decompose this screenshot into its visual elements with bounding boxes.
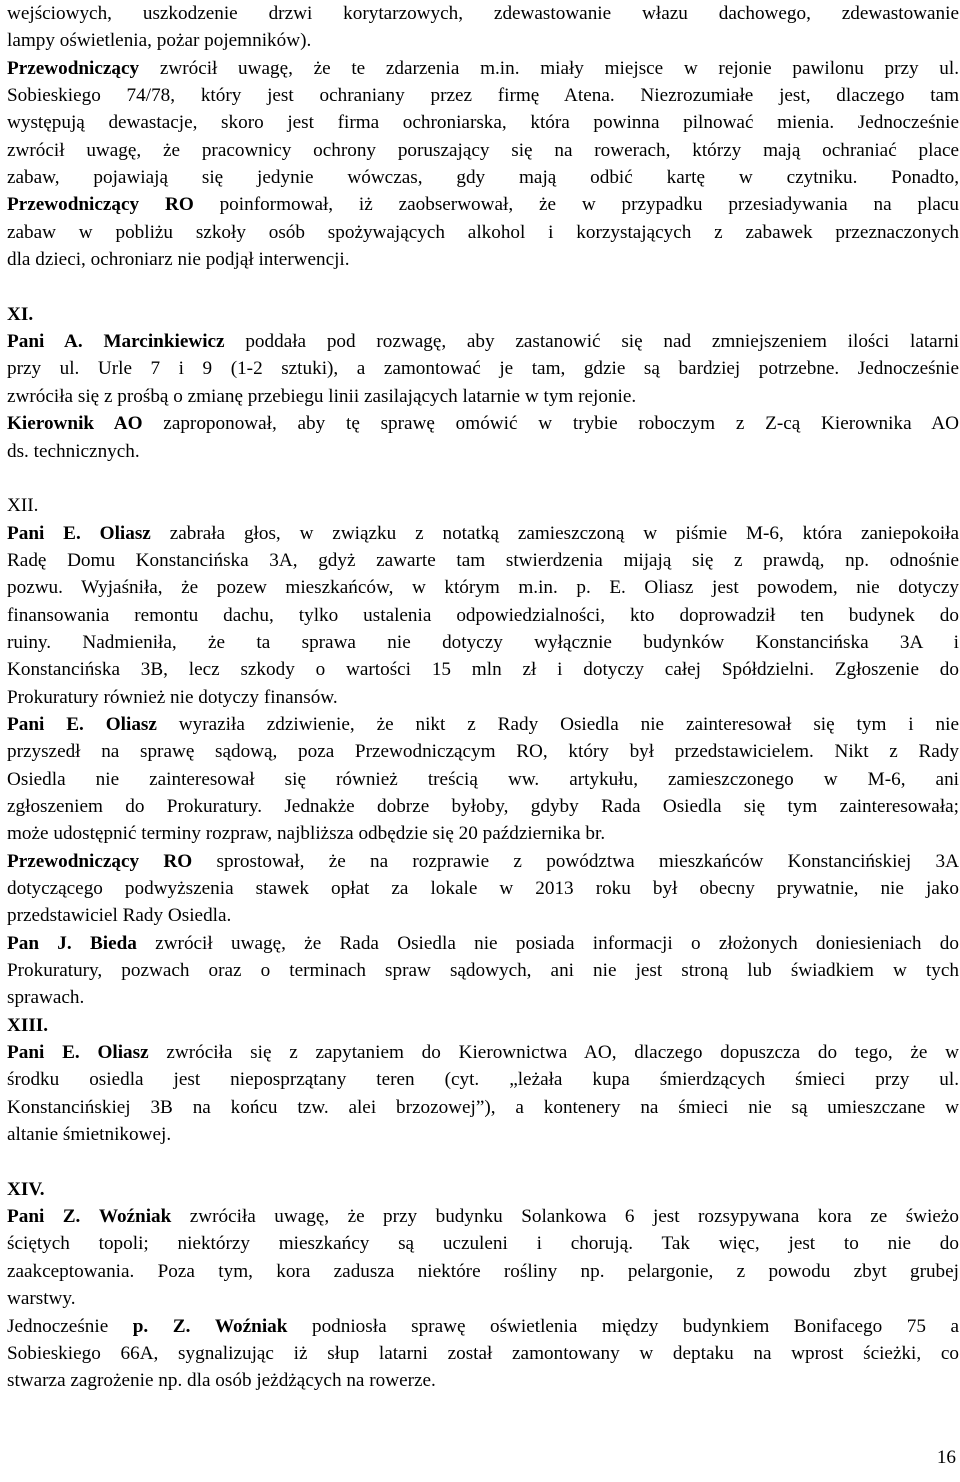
- text-line: [7, 1203, 959, 1230]
- text-line: [7, 1313, 959, 1340]
- text-line: [7, 1121, 959, 1148]
- bold-text: Pani Z.: [7, 1206, 81, 1228]
- text-span: [84, 714, 106, 735]
- text-line: [7, 574, 959, 601]
- bold-text: XI.: [7, 303, 34, 325]
- text-line: [7, 520, 959, 547]
- blank-line: [7, 273, 959, 300]
- text-line: [7, 246, 959, 273]
- text-line: [7, 1039, 959, 1066]
- text-span: poinformował, iż zaobserwował, że w przypadku przesiadywania na placu: [193, 194, 959, 216]
- text-line: [7, 328, 959, 355]
- text-span: Konstancińska 3B, lecz szkody o wartości 15 mln zł i dotyczy całej Spółdzielni. Zgłoszenie do: [7, 659, 959, 681]
- section-heading: [7, 301, 959, 328]
- text-line: [7, 656, 959, 683]
- text-span: Radę Domu Konstancińska 3A, gdyż zawarte tam stwierdzenia mijają się z prawdą, np. odnośnie: [7, 549, 959, 571]
- text-span: Konstancińskiej 3B na końcu tzw. alei brzozowej”), a kontenery na śmieci nie są umieszczane w: [7, 1096, 959, 1118]
- bold-text: Przewodniczący RO: [7, 850, 193, 872]
- text-span: przedstawiciel Rady Osiedla.: [7, 905, 232, 927]
- text-span: zabaw w pobliżu szkoły osób spożywających alkohol i korzystających z zabawek przeznaczonych: [7, 221, 959, 243]
- text-span: występują dewastacje, skoro jest firma ochroniarska, która powinna pilnować mienia. Jednocześnie: [7, 112, 959, 134]
- text-line: [7, 1094, 959, 1121]
- text-line: [7, 848, 959, 875]
- text-line: [7, 1258, 959, 1285]
- text-line: [7, 438, 959, 465]
- text-line: [7, 55, 959, 82]
- text-line: [7, 820, 959, 847]
- text-span: XII.: [7, 495, 39, 517]
- text-span: zwrócił uwagę, że te zdarzenia m.in. miały miejsce w rejonie pawilonu przy ul.: [139, 57, 959, 79]
- text-span: zaakceptowania. Poza tym, kora zadusza niektóre rośliny np. pelargonie, z powodu zbyt grubej: [7, 1260, 959, 1282]
- bold-text: Kierownik AO: [7, 413, 143, 435]
- text-span: sprostował, że na rozprawie z powództwa mieszkańców Konstancińskiej 3A: [192, 850, 959, 872]
- bold-text: p. Z.: [132, 1315, 191, 1337]
- document-page: [7, 0, 959, 1395]
- text-line: [7, 1367, 959, 1394]
- text-span: przy ul. Urle 7 i 9 (1-2 sztuki), a zamontować je tam, gdzie są bardziej potrzebne. Jednocześnie: [7, 358, 959, 380]
- text-line: [7, 410, 959, 437]
- text-line: [7, 1066, 959, 1093]
- bold-text: Pani E.: [7, 1042, 80, 1064]
- text-line: [7, 629, 959, 656]
- text-span: Sobieskiego 66A, sygnalizując iż słup latarni został zamontowany w deptaku na wprost ścieżki, co: [7, 1342, 959, 1364]
- bold-text: Woźniak: [214, 1315, 288, 1337]
- text-line: [7, 875, 959, 902]
- bold-text: Bieda: [89, 932, 137, 954]
- text-line: [7, 684, 959, 711]
- text-span: sprawach.: [7, 987, 85, 1009]
- text-span: wyraziła zdziwienie, że nikt z Rady Osiedla nie zainteresował się tym i nie: [156, 713, 959, 735]
- text-line: [7, 766, 959, 793]
- text-span: [80, 1206, 98, 1227]
- text-span: ściętych topoli; niektórzy mieszkańcy są uczuleni i chorują. Tak więc, jest to nie do: [7, 1233, 959, 1255]
- text-line: [7, 738, 959, 765]
- page-number: 16: [936, 1447, 956, 1468]
- text-line: [7, 109, 959, 136]
- text-line: [7, 191, 959, 218]
- text-span: finansowania remontu dachu, tylko ustalenia odpowiedzialności, kto doprowadził ten budynek do: [7, 604, 959, 626]
- text-span: [83, 331, 104, 352]
- text-span: zwrócił uwagę, że pracownicy ochrony poruszający się na rowerach, którzy mają ochraniać place: [7, 139, 959, 161]
- text-span: Sobieskiego 74/78, który jest ochraniany przez firmę Atena. Niezrozumiałe jest, dlaczego tam: [7, 85, 959, 107]
- text-span: środku osiedla jest nieposprzątany teren (cyt. „leżała kupa śmierdzących śmieci przy ul.: [7, 1069, 959, 1091]
- bold-text: XIV.: [7, 1178, 45, 1200]
- text-span: może udostępnić terminy rozpraw, najbliższa odbędzie się 20 października br.: [7, 823, 606, 845]
- text-span: [80, 1042, 98, 1063]
- text-span: Osiedla nie zainteresował się również treścią ww. artykułu, zamieszczonego w M-6, ani: [7, 768, 959, 790]
- bold-text: Przewodniczący: [7, 57, 140, 79]
- bold-text: Pan J.: [7, 932, 72, 954]
- bold-text: Oliasz: [97, 1042, 149, 1064]
- text-span: dotyczącego podwyższenia stawek opłat za lokale w 2013 roku był obecny prywatnie, nie jako: [7, 878, 959, 899]
- text-line: [7, 219, 959, 246]
- blank-line: [7, 1148, 959, 1175]
- text-span: stwarza zagrożenie np. dla osób jeżdżących na rowerze.: [7, 1370, 436, 1392]
- text-span: ruiny. Nadmieniła, że ta sprawa nie dotyczy wyłącznie budynków Konstancińska 3A i: [7, 631, 959, 653]
- text-span: poddała pod rozwagę, aby zastanowić się nad zmniejszeniem ilości latarni: [224, 331, 959, 353]
- text-line: [7, 957, 959, 984]
- text-span: warstwy.: [7, 1288, 76, 1310]
- text-span: zabrała głos, w związku z notatką zamieszczoną w piśmie M-6, która zaniepokoiła: [150, 522, 959, 544]
- text-line: [7, 355, 959, 382]
- text-span: Prokuratury również nie dotyczy finansów.: [7, 686, 338, 708]
- text-line: [7, 930, 959, 957]
- text-line: [7, 1230, 959, 1257]
- bold-text: XIII.: [7, 1014, 49, 1036]
- text-line: [7, 164, 959, 191]
- section-heading: [7, 1176, 959, 1203]
- text-span: zaproponował, aby tę sprawę omówić w trybie roboczym z Z-cą Kierownika AO: [142, 413, 959, 435]
- text-line: [7, 547, 959, 574]
- bold-text: Pani E.: [7, 713, 84, 735]
- section-heading: [7, 492, 959, 519]
- text-line: [7, 793, 959, 820]
- text-span: podniosła sprawę oświetlenia między budynkiem Bonifacego 75 a: [287, 1315, 959, 1337]
- text-line: [7, 711, 959, 738]
- text-span: [81, 523, 100, 544]
- text-span: Jednocześnie: [7, 1315, 133, 1337]
- text-line: [7, 902, 959, 929]
- text-span: zgłoszeniem do Prokuratury. Jednakże dobrze byłoby, gdyby Rada Osiedla się tym zainteresowała;: [7, 795, 959, 817]
- section-heading: [7, 1012, 959, 1039]
- text-line: [7, 1340, 959, 1367]
- text-span: [72, 933, 90, 954]
- text-line: [7, 1285, 959, 1312]
- text-line: [7, 0, 959, 27]
- text-span: dla dzieci, ochroniarz nie podjął interwencji.: [7, 249, 350, 271]
- text-span: zwróciła się z prośbą o zmianę przebiegu linii zasilających latarnie w tym rejonie.: [7, 385, 637, 407]
- text-span: [190, 1316, 215, 1337]
- text-span: Prokuratury, pozwach oraz o terminach spraw sądowych, ani nie jest stroną lub świadkiem w tych: [7, 960, 959, 982]
- bold-text: Pani A.: [7, 331, 83, 353]
- text-line: [7, 137, 959, 164]
- text-span: zwrócił uwagę, że Rada Osiedla nie posiada informacji o złożonych doniesieniach do: [136, 932, 959, 954]
- text-span: ds. technicznych.: [7, 440, 140, 462]
- text-line: [7, 383, 959, 410]
- text-span: pozwu. Wyjaśniła, że pozew mieszkańców, w którym m.in. p. E. Oliasz jest powodem, nie dotyczy: [7, 577, 959, 599]
- bold-text: Oliasz: [105, 713, 157, 735]
- bold-text: Oliasz: [99, 522, 151, 544]
- text-span: zabaw, pojawiają się jedynie wówczas, gdy mają odbić kartę w czytniku. Ponadto,: [7, 167, 959, 189]
- text-span: zwróciła się z zapytaniem do Kierownictwa AO, dlaczego dopuszcza do tego, że w: [148, 1042, 959, 1064]
- bold-text: Marcinkiewicz: [103, 331, 225, 353]
- text-span: wejściowych, uszkodzenie drzwi korytarzowych, zdewastowanie włazu dachowego, zdewastowanie: [7, 3, 959, 24]
- text-line: [7, 984, 959, 1011]
- text-line: [7, 82, 959, 109]
- bold-text: Przewodniczący RO: [7, 194, 194, 216]
- bold-text: Pani E.: [7, 522, 81, 544]
- text-line: [7, 27, 959, 54]
- bold-text: Woźniak: [98, 1206, 172, 1228]
- text-span: przyszedł na sprawę sądową, poza Przewodniczącym RO, który był przedstawicielem. Nikt z Rady: [7, 741, 959, 763]
- blank-line: [7, 465, 959, 492]
- text-span: altanie śmietnikowej.: [7, 1124, 172, 1146]
- text-span: zwróciła uwagę, że przy budynku Solankowa 6 jest rozsypywana kora ze świeżo: [171, 1206, 959, 1228]
- text-line: [7, 602, 959, 629]
- text-span: lampy oświetlenia, pożar pojemników).: [7, 30, 312, 52]
